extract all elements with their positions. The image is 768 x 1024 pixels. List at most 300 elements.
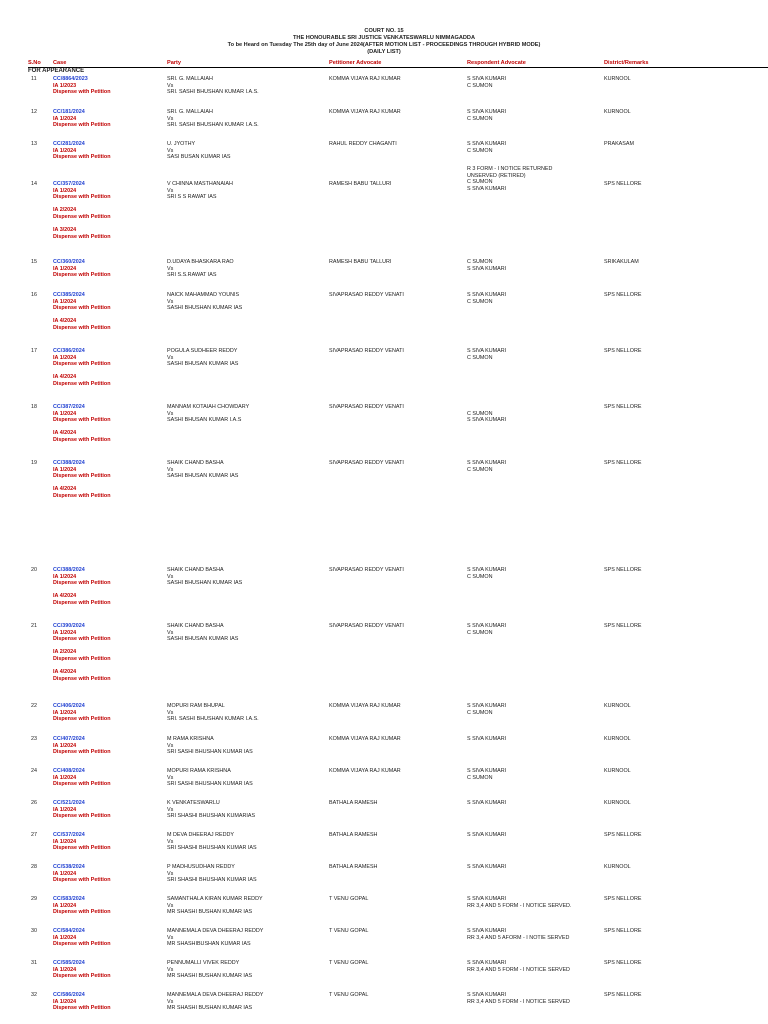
respondent-advocate-line: C SUMON: [467, 709, 493, 716]
serial-number: 29: [31, 896, 37, 902]
case-cell: [53, 109, 111, 129]
respondent-advocate-cell: [467, 460, 506, 473]
ia-description: Dispense with Petition: [53, 89, 111, 96]
ia-number: IA 1/2024: [53, 774, 77, 781]
case-number-link[interactable]: CC/388/2024: [53, 567, 85, 573]
party-line: Vs: [167, 806, 174, 813]
respondent-advocate-line: RR 3,4 AND 5 FORM - I NOTICE SERVED: [467, 998, 570, 1005]
ia-number: IA 1/2024: [53, 998, 77, 1005]
respondent-advocate-cell: [467, 348, 506, 361]
respondent-advocate-cell: [467, 166, 552, 192]
party-line: SASHI BHUSHAN KUMAR IAS: [167, 305, 243, 312]
case-number-link[interactable]: CC/583/2024: [53, 896, 85, 902]
respondent-advocate-cell: [467, 896, 571, 909]
party-line: SRI SHASHI BHUSHAN KUMAR IAS: [167, 877, 257, 884]
petitioner-advocate: SIVAPRASAD REDDY VENATI: [329, 348, 404, 354]
party-line: SASHI BHUSAN KUMAR I.A.S: [167, 417, 242, 424]
party-line: Vs: [167, 742, 174, 749]
ia-description: Dispense with Petition: [53, 580, 111, 587]
remark-line: UNSERVED (RETIRED): [467, 172, 526, 179]
party-line: Vs: [167, 838, 174, 845]
party-line: Vs: [167, 265, 174, 272]
serial-number: 23: [31, 736, 37, 742]
party-line: V CHINNA MASTHANAIAH: [167, 181, 233, 187]
ia-number: IA 1/2024: [53, 870, 77, 877]
district: SPS NELLORE: [604, 623, 642, 629]
ia-number: IA 1/2024: [53, 573, 77, 580]
district: PRAKASAM: [604, 141, 634, 147]
party-cell: [167, 348, 238, 368]
case-number-link[interactable]: CC/181/2024: [53, 109, 85, 115]
ia-description: Dispense with Petition: [53, 154, 111, 161]
serial-number: 17: [31, 348, 37, 354]
respondent-advocate-line: C SUMON: [467, 410, 493, 417]
party-cell: [167, 864, 257, 884]
serial-number: 28: [31, 864, 37, 870]
ia-description: Dispense with Petition: [53, 655, 111, 662]
ia-description: Dispense with Petition: [53, 941, 111, 948]
col-petitioner-advocate: Petitioner Advocate: [329, 60, 382, 66]
party-line: SASHI BHUSAN KUMAR IAS: [167, 361, 239, 368]
respondent-advocate-line: C SUMON: [467, 115, 493, 122]
ia-description: Dispense with Petition: [53, 813, 111, 820]
case-cell: [53, 567, 111, 607]
ia-description: Dispense with Petition: [53, 305, 111, 312]
petitioner-advocate: RAHUL REDDY CHAGANTI: [329, 141, 397, 147]
respondent-advocate-line: C SUMON: [467, 82, 493, 89]
ia-number: IA 1/2024: [53, 410, 77, 417]
spacer: [53, 368, 111, 375]
party-line: Vs: [167, 298, 174, 305]
case-number-link[interactable]: CC/584/2024: [53, 928, 85, 934]
serial-number: 13: [31, 141, 37, 147]
petitioner-advocate: KOMMA VIJAYA RAJ KUMAR: [329, 703, 401, 709]
party-line: SRI. G. MALLAIAH: [167, 109, 213, 115]
case-cell: [53, 348, 111, 388]
party-cell: [167, 76, 259, 96]
respondent-advocate-line: C SUMON: [467, 179, 493, 186]
case-cell: [53, 992, 111, 1012]
case-number-link[interactable]: CC/386/2024: [53, 348, 85, 354]
respondent-advocate-line: S SIVA KUMARI: [467, 960, 507, 966]
respondent-advocate-line: S SIVA KUMARI: [467, 800, 507, 806]
hearing-schedule: To be Heard on Tuesday The 25th day of June 2024(AFTER MOTION LIST - PROCEEDINGS THROUGH HYBRID MODE): [227, 42, 541, 48]
party-line: Vs: [167, 902, 174, 909]
ia-description: Dispense with Petition: [53, 1005, 111, 1012]
district: SPS NELLORE: [604, 404, 642, 410]
party-line: Vs: [167, 934, 174, 941]
case-cell: [53, 736, 111, 756]
ia-description: Dispense with Petition: [53, 599, 111, 606]
party-line: MR SHASHI BUSHAN KUMAR IAS: [167, 909, 253, 916]
petitioner-advocate: KOMMA VIJAYA RAJ KUMAR: [329, 768, 401, 774]
district: SPS NELLORE: [604, 960, 642, 966]
ia-description: Dispense with Petition: [53, 417, 111, 424]
respondent-advocate-line: S SIVA KUMARI: [467, 417, 507, 424]
respondent-advocate-cell: [467, 736, 506, 743]
spacer: [53, 587, 111, 594]
party-line: U. JYOTHY: [167, 141, 196, 147]
party-line: MANNEMALA DEVA DHEERAJ REDDY: [167, 992, 264, 998]
ia-number: IA 1/2024: [53, 354, 77, 361]
party-cell: [167, 832, 257, 852]
case-cell: [53, 864, 111, 884]
ia-number: IA 1/2024: [53, 147, 77, 154]
party-line: MOPURI RAM BHUPAL: [167, 703, 225, 709]
respondent-advocate-line: S SIVA KUMARI: [467, 768, 507, 774]
ia-description: Dispense with Petition: [53, 380, 111, 387]
respondent-advocate-cell: [467, 109, 506, 122]
district: SPS NELLORE: [604, 928, 642, 934]
party-cell: [167, 623, 238, 643]
party-cell: [167, 736, 253, 756]
ia-description: Dispense with Petition: [53, 909, 111, 916]
petitioner-advocate: SIVAPRASAD REDDY VENATI: [329, 623, 404, 629]
case-number-link[interactable]: CC/387/2024: [53, 404, 85, 410]
respondent-advocate-line: S SIVA KUMARI: [467, 832, 507, 838]
ia-number: IA 1/2024: [53, 806, 77, 813]
respondent-advocate-line: S SIVA KUMARI: [467, 292, 507, 298]
serial-number: 20: [31, 567, 37, 573]
petitioner-advocate: KOMMA VIJAYA RAJ KUMAR: [329, 76, 401, 82]
respondent-advocate-line: S SIVA KUMARI: [467, 348, 507, 354]
respondent-advocate-cell: [467, 768, 506, 781]
respondent-advocate-cell: [467, 76, 506, 89]
petitioner-advocate: RAMESH BABU TALLURI: [329, 181, 392, 187]
ia-description: Dispense with Petition: [53, 636, 111, 643]
petitioner-advocate: RAMESH BABU TALLURI: [329, 259, 392, 265]
case-number-link[interactable]: CC/586/2024: [53, 992, 85, 998]
party-cell: [167, 992, 263, 1012]
party-cell: [167, 567, 242, 587]
respondent-advocate-line: S SIVA KUMARI: [467, 185, 507, 192]
serial-number: 31: [31, 960, 37, 966]
respondent-advocate-line: C SUMON: [467, 147, 493, 154]
district: KURNOOL: [604, 768, 631, 774]
respondent-advocate-cell: [467, 404, 506, 424]
case-cell: [53, 460, 111, 500]
ia-description: Dispense with Petition: [53, 845, 111, 852]
petitioner-advocate: T VENU GOPAL: [329, 896, 369, 902]
ia-number: IA 1/2024: [53, 709, 77, 716]
respondent-advocate-line: S SIVA KUMARI: [467, 265, 507, 272]
case-number-link[interactable]: CC/8864/2023: [53, 76, 88, 82]
serial-number: 15: [31, 259, 37, 265]
case-number-link[interactable]: CC/357/2024: [53, 181, 85, 187]
party-line: MR SHASHI BUSHAN KUMAR IAS: [167, 973, 253, 980]
respondent-advocate-line: S SIVA KUMARI: [467, 623, 507, 629]
respondent-advocate-cell: [467, 832, 506, 839]
col-district: District/Remarks: [604, 60, 649, 66]
ia-number: IA 1/2024: [53, 742, 77, 749]
serial-number: 30: [31, 928, 37, 934]
district: SPS NELLORE: [604, 567, 642, 573]
ia-description: Dispense with Petition: [53, 973, 111, 980]
petitioner-advocate: BATHALA RAMESH: [329, 832, 378, 838]
party-line: SRI SASHI BHUSHAN KUMAR IAS: [167, 781, 253, 788]
ia-number: IA 1/2024: [53, 934, 77, 941]
party-cell: [167, 768, 253, 788]
petitioner-advocate: BATHALA RAMESH: [329, 864, 378, 870]
respondent-advocate-line: S SIVA KUMARI: [467, 736, 507, 742]
case-cell: [53, 928, 111, 948]
respondent-advocate-cell: [467, 928, 569, 941]
case-cell: [53, 768, 111, 788]
remark-line: [467, 404, 506, 411]
ia-number: IA 1/2024: [53, 187, 77, 194]
ia-number: IA 1/2024: [53, 265, 77, 272]
party-line: SRI. SASHI BHUSHAN KUMAR I.A.S.: [167, 716, 259, 723]
judge-name: THE HONOURABLE SRI JUSTICE VENKATESWARLU NIMMAGADDA: [292, 35, 475, 41]
district: KURNOOL: [604, 703, 631, 709]
ia-number: IA 1/2024: [53, 466, 77, 473]
party-cell: [167, 703, 259, 723]
party-line: Vs: [167, 82, 174, 89]
case-number-link[interactable]: CC/388/2024: [53, 460, 85, 466]
case-cell: [53, 960, 111, 980]
case-number-link[interactable]: CC/538/2024: [53, 864, 85, 870]
spacer: [53, 663, 111, 670]
respondent-advocate-line: RR 3,4 AND 5 FORM - I NOTICE SERVED: [467, 966, 570, 973]
respondent-advocate-line: C SUMON: [467, 298, 493, 305]
party-line: NAICK MAHAMMAD YOUNIS: [167, 292, 240, 298]
ia-description: Dispense with Petition: [53, 675, 111, 682]
ia-description: Dispense with Petition: [53, 436, 111, 443]
party-cell: [167, 141, 231, 161]
case-number-link[interactable]: CC/537/2024: [53, 832, 85, 838]
party-cell: [167, 181, 233, 201]
petitioner-advocate: KOMMA VIJAYA RAJ KUMAR: [329, 736, 401, 742]
party-line: Vs: [167, 966, 174, 973]
district: SRIKAKULAM: [604, 259, 639, 265]
respondent-advocate-line: RR 3,4 AND 5 AFORM - I NOTIE SERVED: [467, 934, 570, 941]
respondent-advocate-line: C SUMON: [467, 629, 493, 636]
case-number-link[interactable]: CC/406/2024: [53, 703, 85, 709]
ia-description: Dispense with Petition: [53, 233, 111, 240]
party-cell: [167, 460, 238, 480]
case-number-link[interactable]: CC/281/2024: [53, 141, 85, 147]
case-cell: [53, 76, 111, 96]
case-number-link[interactable]: CC/585/2024: [53, 960, 85, 966]
respondent-advocate-line: S SIVA KUMARI: [467, 864, 507, 870]
party-line: SRI SASHI BHUSHAN KUMAR IAS: [167, 749, 253, 756]
respondent-advocate-line: RR 3,4 AND 5 FORM - I NOTICE SERVED.: [467, 902, 572, 909]
party-cell: [167, 896, 263, 916]
party-line: Vs: [167, 709, 174, 716]
respondent-advocate-line: S SIVA KUMARI: [467, 567, 507, 573]
col-party: Party: [167, 60, 181, 66]
case-cell: [53, 623, 111, 682]
party-line: SRI. SASHI BHUSHAN KUMAR I.A.S.: [167, 89, 259, 96]
serial-number: 21: [31, 623, 37, 629]
respondent-advocate-line: S SIVA KUMARI: [467, 460, 507, 466]
party-cell: [167, 404, 249, 424]
petitioner-advocate: BATHALA RAMESH: [329, 800, 378, 806]
party-line: SHAIK CHAND BASHA: [167, 567, 224, 573]
serial-number: 14: [31, 181, 37, 187]
respondent-advocate-cell: [467, 960, 570, 973]
col-sno: S.No: [28, 60, 41, 66]
party-cell: [167, 960, 252, 980]
party-line: SASI BUSAN KUMAR IAS: [167, 154, 231, 161]
ia-description: Dispense with Petition: [53, 716, 111, 723]
ia-number: IA 1/2024: [53, 298, 77, 305]
petitioner-advocate: SIVAPRASAD REDDY VENATI: [329, 404, 404, 410]
ia-number: IA 4/2024: [53, 318, 77, 325]
party-line: SRI SHASHI BHUSHAN KUMARIAS: [167, 813, 256, 820]
party-line: SRI. SASHI BHUSHAN KUMAR I.A.S.: [167, 122, 259, 129]
respondent-advocate-cell: [467, 703, 506, 716]
party-line: M DEVA DHEERAJ REDDY: [167, 832, 234, 838]
section-title: FOR APPEARANCE: [28, 68, 85, 74]
party-line: K VENKATESWARLU: [167, 800, 220, 806]
respondent-advocate-line: S SIVA KUMARI: [467, 896, 507, 902]
party-line: MR SHASHIBUSHAN KUMAR IAS: [167, 941, 251, 948]
party-line: SRI SHASHI BHUSHAN KUMAR IAS: [167, 845, 257, 852]
respondent-advocate-cell: [467, 623, 506, 636]
remark-line: R 3 FORM - I NOTICE RETURNED: [467, 166, 553, 172]
party-line: Vs: [167, 147, 174, 154]
spacer: [53, 312, 111, 319]
ia-number: IA 1/2024: [53, 902, 77, 909]
ia-description: Dispense with Petition: [53, 473, 111, 480]
ia-description: Dispense with Petition: [53, 194, 111, 201]
respondent-advocate-cell: [467, 292, 506, 305]
serial-number: 22: [31, 703, 37, 709]
case-cell: [53, 896, 111, 916]
party-line: D.UDAYA BHASKARA RAO: [167, 259, 234, 265]
party-line: Vs: [167, 354, 174, 361]
party-line: SAMANTHALA KIRAN KUMAR REDDY: [167, 896, 263, 902]
party-line: MANNAM KOTAIAH CHOWDARY: [167, 404, 250, 410]
district: SPS NELLORE: [604, 992, 642, 998]
respondent-advocate-line: S SIVA KUMARI: [467, 76, 507, 82]
party-line: PENNUMALLI VIVEK REDDY: [167, 960, 240, 966]
district: SPS NELLORE: [604, 832, 642, 838]
party-line: MR SHASHI BUSHAN KUMAR IAS: [167, 1005, 253, 1012]
respondent-advocate-cell: [467, 992, 570, 1005]
party-line: Vs: [167, 115, 174, 122]
serial-number: 18: [31, 404, 37, 410]
serial-number: 32: [31, 992, 37, 998]
case-number-link[interactable]: CC/521/2024: [53, 800, 85, 806]
case-number-link[interactable]: CC/360/2024: [53, 259, 85, 265]
case-cell: [53, 703, 111, 723]
ia-number: IA 1/2023: [53, 82, 77, 89]
col-case: Case: [53, 60, 67, 66]
case-number-link[interactable]: CC/390/2024: [53, 623, 85, 629]
spacer: [53, 643, 111, 650]
spacer: [53, 221, 111, 228]
spacer: [53, 480, 111, 487]
party-line: SRI. G. MALLAIAH: [167, 76, 213, 82]
respondent-advocate-cell: [467, 800, 506, 807]
respondent-advocate-cell: [467, 141, 506, 154]
case-cell: [53, 259, 111, 279]
party-line: Vs: [167, 187, 174, 194]
ia-number: IA 1/2024: [53, 838, 77, 845]
serial-number: 26: [31, 800, 37, 806]
court-number: COURT NO. 15: [364, 28, 404, 34]
district: KURNOOL: [604, 109, 631, 115]
respondent-advocate-line: S SIVA KUMARI: [467, 928, 507, 934]
petitioner-advocate: SIVAPRASAD REDDY VENATI: [329, 292, 404, 298]
district: KURNOOL: [604, 864, 631, 870]
ia-number: IA 1/2024: [53, 966, 77, 973]
ia-description: Dispense with Petition: [53, 324, 111, 331]
district: SPS NELLORE: [604, 460, 642, 466]
district: SPS NELLORE: [604, 181, 642, 187]
petitioner-advocate: KOMMA VIJAYA RAJ KUMAR: [329, 109, 401, 115]
party-cell: [167, 292, 242, 312]
case-cell: [53, 292, 111, 332]
respondent-advocate-line: S SIVA KUMARI: [467, 703, 507, 709]
respondent-advocate-cell: [467, 567, 506, 580]
ia-description: Dispense with Petition: [53, 213, 111, 220]
ia-number: IA 4/2024: [53, 669, 77, 676]
case-number-link[interactable]: CC/407/2024: [53, 736, 85, 742]
party-line: SASHI BHUSAN KUMAR IAS: [167, 636, 239, 643]
party-line: Vs: [167, 998, 174, 1005]
petitioner-advocate: T VENU GOPAL: [329, 992, 369, 998]
respondent-advocate-line: C SUMON: [467, 259, 493, 265]
party-line: SHAIK CHAND BASHA: [167, 460, 224, 466]
case-cell: [53, 181, 111, 240]
respondent-advocate-line: C SUMON: [467, 573, 493, 580]
ia-description: Dispense with Petition: [53, 781, 111, 788]
serial-number: 24: [31, 768, 37, 774]
col-respondent-advocate: Respondent Advocate: [467, 60, 526, 66]
petitioner-advocate: SIVAPRASAD REDDY VENATI: [329, 460, 404, 466]
party-cell: [167, 109, 259, 129]
district: KURNOOL: [604, 76, 631, 82]
serial-number: 27: [31, 832, 37, 838]
case-number-link[interactable]: CC/385/2024: [53, 292, 85, 298]
respondent-advocate-line: C SUMON: [467, 354, 493, 361]
party-line: SHAIK CHAND BASHA: [167, 623, 224, 629]
petitioner-advocate: T VENU GOPAL: [329, 928, 369, 934]
petitioner-advocate: SIVAPRASAD REDDY VENATI: [329, 567, 404, 573]
party-line: Vs: [167, 774, 174, 781]
district: SPS NELLORE: [604, 292, 642, 298]
party-line: Vs: [167, 410, 174, 417]
list-type: (DAILY LIST): [367, 49, 401, 55]
party-line: POGULA SUDHEER REDDY: [167, 348, 238, 354]
case-cell: [53, 800, 111, 820]
ia-number: IA 2/2024: [53, 207, 77, 214]
respondent-advocate-line: S SIVA KUMARI: [467, 109, 507, 115]
party-line: Vs: [167, 573, 174, 580]
ia-description: Dispense with Petition: [53, 492, 111, 499]
party-line: SASHI BHUSAN KUMAR IAS: [167, 473, 239, 480]
party-line: SASHI BHUSHAN KUMAR IAS: [167, 580, 243, 587]
party-cell: [167, 259, 234, 279]
respondent-advocate-cell: [467, 259, 506, 272]
party-line: SRI S S RAWAT IAS: [167, 194, 217, 201]
district: KURNOOL: [604, 800, 631, 806]
header-rule: [28, 67, 768, 68]
district: KURNOOL: [604, 736, 631, 742]
ia-number: IA 1/2024: [53, 115, 77, 122]
respondent-advocate-line: C SUMON: [467, 466, 493, 473]
respondent-advocate-cell: [467, 864, 506, 871]
spacer: [53, 201, 111, 208]
case-number-link[interactable]: CC/408/2024: [53, 768, 85, 774]
party-line: M RAMA KRISHNA: [167, 736, 214, 742]
party-line: Vs: [167, 466, 174, 473]
party-line: Vs: [167, 629, 174, 636]
respondent-advocate-line: C SUMON: [467, 774, 493, 781]
